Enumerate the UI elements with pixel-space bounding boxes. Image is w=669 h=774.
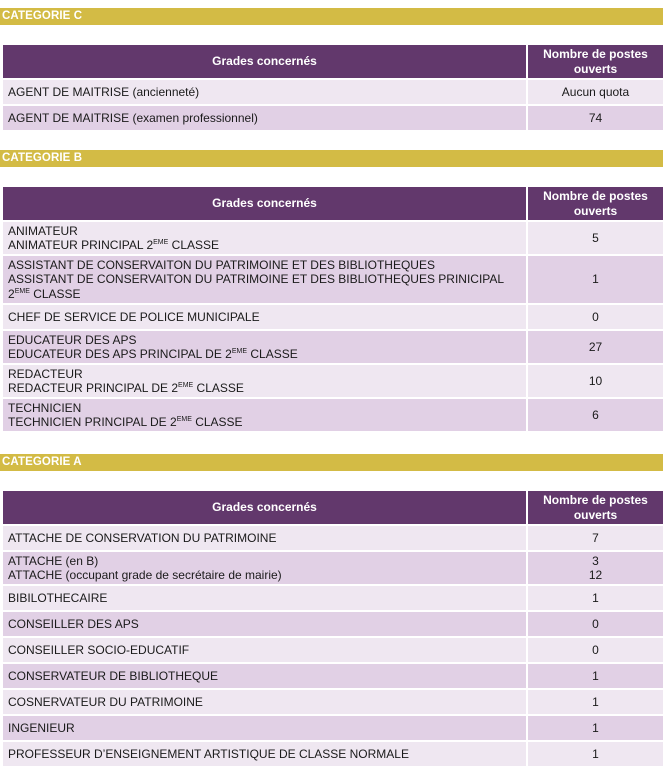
- superscript-text: EME: [231, 348, 248, 355]
- table-header-row: [3, 45, 663, 78]
- header-grades: Grades concernés: [3, 491, 526, 524]
- grade-line: [8, 531, 521, 546]
- grade-cell: [3, 690, 526, 714]
- grade-text: CONSEILLER SOCIO-EDUCATIF: [8, 642, 190, 657]
- grade-cell: [3, 331, 526, 363]
- grade-text: BIBILOTHECAIRE: [8, 590, 108, 605]
- grade-line: [8, 367, 521, 382]
- table-header-row: [3, 187, 663, 220]
- grade-text: CLASSE: [191, 415, 243, 429]
- table-row: [3, 690, 663, 714]
- grade-cell: [3, 106, 526, 130]
- table-row: [3, 552, 663, 584]
- category-c-table: [3, 43, 663, 132]
- grade-text: CLASSE: [168, 238, 220, 252]
- category-title: CATEGORIE B: [2, 152, 83, 164]
- table-row: [3, 742, 663, 766]
- grade-cell: [3, 586, 526, 610]
- postes-cell: [528, 331, 663, 363]
- postes-value: 1: [592, 272, 599, 287]
- grade-line: [8, 333, 521, 348]
- category-b-bar: [0, 150, 663, 167]
- postes-cell: [528, 552, 663, 584]
- table-row: [3, 716, 663, 740]
- grade-text: ASSISTANT DE CONSERVAITON DU PATRIMOINE ET DES BIBLIOTHEQUES: [8, 257, 435, 272]
- grade-line: [8, 568, 521, 583]
- grade-text: ASSISTANT DE CONSERVAITON DU PATRIMOINE ET DES BIBLIOTHEQUES PRINICIPAL: [8, 272, 505, 287]
- grade-line: [8, 721, 521, 736]
- postes-cell: [528, 80, 663, 104]
- grade-text: CONSEILLER DES APS: [8, 616, 139, 631]
- grade-text: CLASSE: [193, 381, 244, 395]
- grade-line: [8, 287, 521, 302]
- postes-value: 6: [592, 407, 599, 422]
- grade-text: ATTACHE (en B): [8, 553, 99, 568]
- postes-cell: [528, 256, 663, 303]
- postes-cell: [528, 399, 663, 431]
- grade-line: [8, 591, 521, 606]
- table-row: [3, 365, 663, 397]
- grade-text: PROFESSEUR D’ENSEIGNEMENT ARTISTIQUE DE CLASSE NORMALE: [8, 746, 409, 761]
- grade-line: [8, 669, 521, 684]
- header-grades: Grades concernés: [3, 187, 526, 220]
- grade-text: 2: [8, 286, 15, 301]
- grade-text: CLASSE: [247, 347, 298, 361]
- table-row: [3, 80, 663, 104]
- postes-value: 0: [592, 309, 599, 324]
- grade-cell: [3, 612, 526, 636]
- table-row: [3, 331, 663, 363]
- grade-text: REDACTEUR: [8, 366, 83, 381]
- category-a-bar: [0, 454, 663, 471]
- postes-cell: [528, 664, 663, 688]
- postes-cell: [528, 612, 663, 636]
- postes-cell: [528, 690, 663, 714]
- grade-cell: [3, 552, 526, 584]
- postes-value: 1: [592, 720, 599, 735]
- grade-line: [8, 643, 521, 658]
- table-row: [3, 222, 663, 254]
- category-a-table: [3, 489, 663, 768]
- postes-cell: [528, 586, 663, 610]
- category-c-bar: [0, 8, 663, 25]
- grade-cell: [3, 222, 526, 254]
- postes-value: 3: [592, 553, 599, 568]
- grade-text: AGENT DE MAITRISE (examen professionnel): [8, 110, 258, 125]
- grade-line: [8, 272, 521, 287]
- grade-text: CLASSE: [29, 286, 81, 301]
- grade-text: REDACTEUR PRINCIPAL DE 2: [8, 381, 179, 395]
- grade-line: [8, 111, 521, 126]
- postes-cell: [528, 526, 663, 550]
- grade-text: TECHNICIEN PRINCIPAL DE 2: [8, 415, 177, 429]
- postes-cell: [528, 742, 663, 766]
- category-title: CATEGORIE C: [2, 10, 83, 22]
- grade-text: CONSERVATEUR DE BIBLIOTHEQUE: [8, 668, 219, 683]
- superscript-text: EME: [14, 287, 30, 295]
- grade-text: EDUCATEUR DES APS PRINCIPAL DE 2: [8, 347, 232, 361]
- grade-line: [8, 258, 521, 273]
- header-postes: Nombre de postes ouverts: [528, 491, 663, 524]
- grade-text: EDUCATEUR DES APS: [8, 332, 137, 347]
- grade-text: ANIMATEUR: [8, 223, 78, 238]
- grade-text: CHEF DE SERVICE DE POLICE MUNICIPALE: [8, 309, 260, 324]
- postes-cell: [528, 305, 663, 329]
- grade-cell: [3, 742, 526, 766]
- grade-line: [8, 747, 521, 762]
- grade-text: ATTACHE DE CONSERVATION DU PATRIMOINE: [8, 530, 277, 545]
- postes-value: 7: [592, 530, 599, 545]
- grade-line: [8, 224, 521, 239]
- header-postes: Nombre de postes ouverts: [528, 45, 663, 78]
- grade-cell: [3, 80, 526, 104]
- postes-value: 1: [592, 694, 599, 709]
- grade-line: [8, 695, 521, 710]
- postes-cell: [528, 222, 663, 254]
- grade-cell: [3, 638, 526, 662]
- table-row: [3, 399, 663, 431]
- postes-value: 1: [592, 590, 599, 605]
- grade-cell: [3, 256, 526, 303]
- category-title: CATEGORIE A: [2, 456, 82, 468]
- grade-line: [8, 415, 521, 430]
- grade-text: ANIMATEUR PRINCIPAL 2: [8, 238, 154, 252]
- postes-value: 1: [592, 746, 599, 761]
- grade-cell: [3, 716, 526, 740]
- postes-value: 10: [588, 373, 603, 388]
- superscript-text: EME: [153, 239, 169, 246]
- postes-value: 5: [592, 230, 599, 245]
- grade-cell: [3, 399, 526, 431]
- postes-value: 1: [592, 668, 599, 683]
- grade-text: ATTACHE (occupant grade de secrétaire de mairie): [8, 568, 282, 582]
- grade-line: [8, 85, 521, 100]
- grade-line: [8, 554, 521, 569]
- grade-text: INGENIEUR: [8, 720, 75, 735]
- table-row: [3, 305, 663, 329]
- postes-cell: [528, 638, 663, 662]
- postes-cell: [528, 716, 663, 740]
- postes-value: 0: [592, 616, 599, 631]
- table-row: [3, 526, 663, 550]
- grade-line: [8, 347, 521, 362]
- table-row: [3, 256, 663, 303]
- table-row: [3, 586, 663, 610]
- table-row: [3, 106, 663, 130]
- grade-cell: [3, 305, 526, 329]
- postes-value: 27: [588, 339, 603, 354]
- grade-text: AGENT DE MAITRISE (ancienneté): [8, 84, 200, 99]
- grade-line: [8, 310, 521, 325]
- header-postes: Nombre de postes ouverts: [528, 187, 663, 220]
- grade-line: [8, 401, 521, 416]
- postes-cell: [528, 365, 663, 397]
- table-row: [3, 638, 663, 662]
- grade-text: TECHNICIEN: [8, 400, 82, 415]
- postes-cell: [528, 106, 663, 130]
- superscript-text: EME: [178, 382, 194, 389]
- postes-value: 12: [588, 568, 603, 582]
- category-b-table: [3, 185, 663, 433]
- grade-cell: [3, 365, 526, 397]
- grade-line: [8, 238, 521, 253]
- grade-line: [8, 381, 521, 396]
- postes-value: 0: [592, 642, 599, 657]
- postes-value: 74: [588, 110, 603, 125]
- grade-text: COSNERVATEUR DU PATRIMOINE: [8, 694, 203, 709]
- grade-cell: [3, 526, 526, 550]
- grade-cell: [3, 664, 526, 688]
- superscript-text: EME: [176, 416, 192, 423]
- header-grades: Grades concernés: [3, 45, 526, 78]
- table-row: [3, 612, 663, 636]
- table-row: [3, 664, 663, 688]
- postes-value: Aucun quota: [561, 84, 630, 99]
- grade-line: [8, 617, 521, 632]
- table-header-row: [3, 491, 663, 524]
